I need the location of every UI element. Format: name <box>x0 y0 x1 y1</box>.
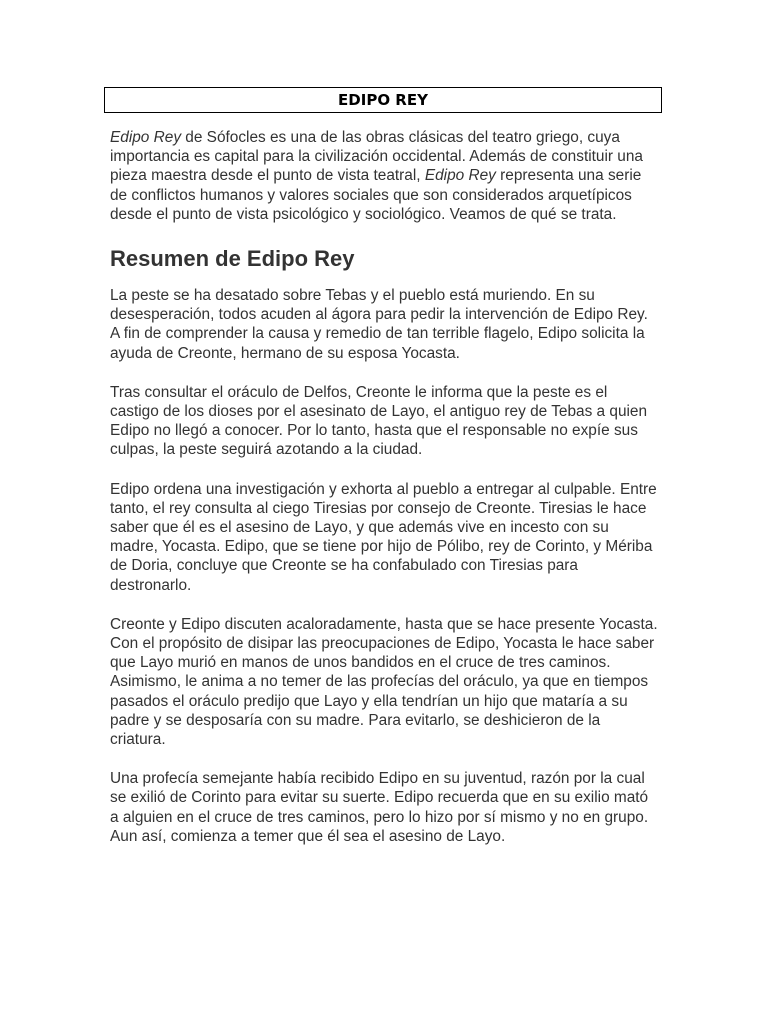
document-title: EDIPO REY <box>338 91 428 109</box>
body-paragraph: Tras consultar el oráculo de Delfos, Creonte le informa que la peste es el castigo de los dioses por el asesinato de Layo, el antiguo rey de Tebas a quien Edipo no llegó a conocer. Por lo tanto, hasta que el responsable no expíe sus culpas, la peste seguirá azotando a la ciudad. <box>110 383 648 459</box>
intro-segment: de Sófocles es una de las obras clásicas del teatro griego, cuya importancia es capital para la civilización occidental. Además de constituir una pieza maestra desde el punto de vista teatral, <box>110 129 643 185</box>
intro-segment-italic: Edipo Rey <box>110 129 182 146</box>
intro-segment-italic: Edipo Rey <box>424 167 496 185</box>
body-paragraph: La peste se ha desatado sobre Tebas y el pueblo está muriendo. En su desesperación, todos acuden al ágora para pedir la intervención de Edipo Rey. A fin de comprender la causa y remedio de tan terrible flagelo, Edipo solicita la ayuda de Creonte, hermano de su esposa Yocasta. <box>110 287 648 362</box>
document-body <box>110 128 660 866</box>
title-box <box>104 87 662 113</box>
section-heading: Resumen de Edipo Rey <box>110 246 355 272</box>
intro-segment: representa una serie de conflictos humanos y valores sociales que son considerados arquetípicos desde el punto de vista psicológico y sociológico. Veamos de qué se trata. <box>110 167 642 223</box>
body-paragraph: Creonte y Edipo discuten acaloradamente, hasta que se hace presente Yocasta. Con el propósito de disipar las preocupaciones de Edipo, Yocasta le hace saber que Layo murió en manos de unos bandidos en el cruce de tres caminos. Asimismo, le anima a no temer de las profecías del oráculo, ya que en tiempos pasados el oráculo predijo que Layo y ella tendrían un hijo que mataría a su padre y se desposaría con su madre. Para evitarlo, se deshicieron de la criatura. <box>110 615 658 749</box>
body-paragraph: Una profecía semejante había recibido Edipo en su juventud, razón por la cual se exilió de Corinto para evitar su suerte. Edipo recuerda que en su exilio mató a alguien en el cruce de tres caminos, pero lo hizo por sí mismo y no en grupo. Aun así, comienza a temer que él sea el asesino de Layo. <box>110 770 649 845</box>
intro-paragraph <box>110 128 660 224</box>
body-paragraph: Edipo ordena una investigación y exhorta al pueblo a entregar al culpable. Entre tanto, el rey consulta al ciego Tiresias por consejo de Creonte. Tiresias le hace saber que él es el asesino de Layo, y que además vive en incesto con su madre, Yocasta. Edipo, que se tiene por hijo de Pólibo, rey de Corinto, y Mériba de Doria, concluye que Creonte se ha confabulado con Tiresias para destronarlo. <box>110 480 657 594</box>
